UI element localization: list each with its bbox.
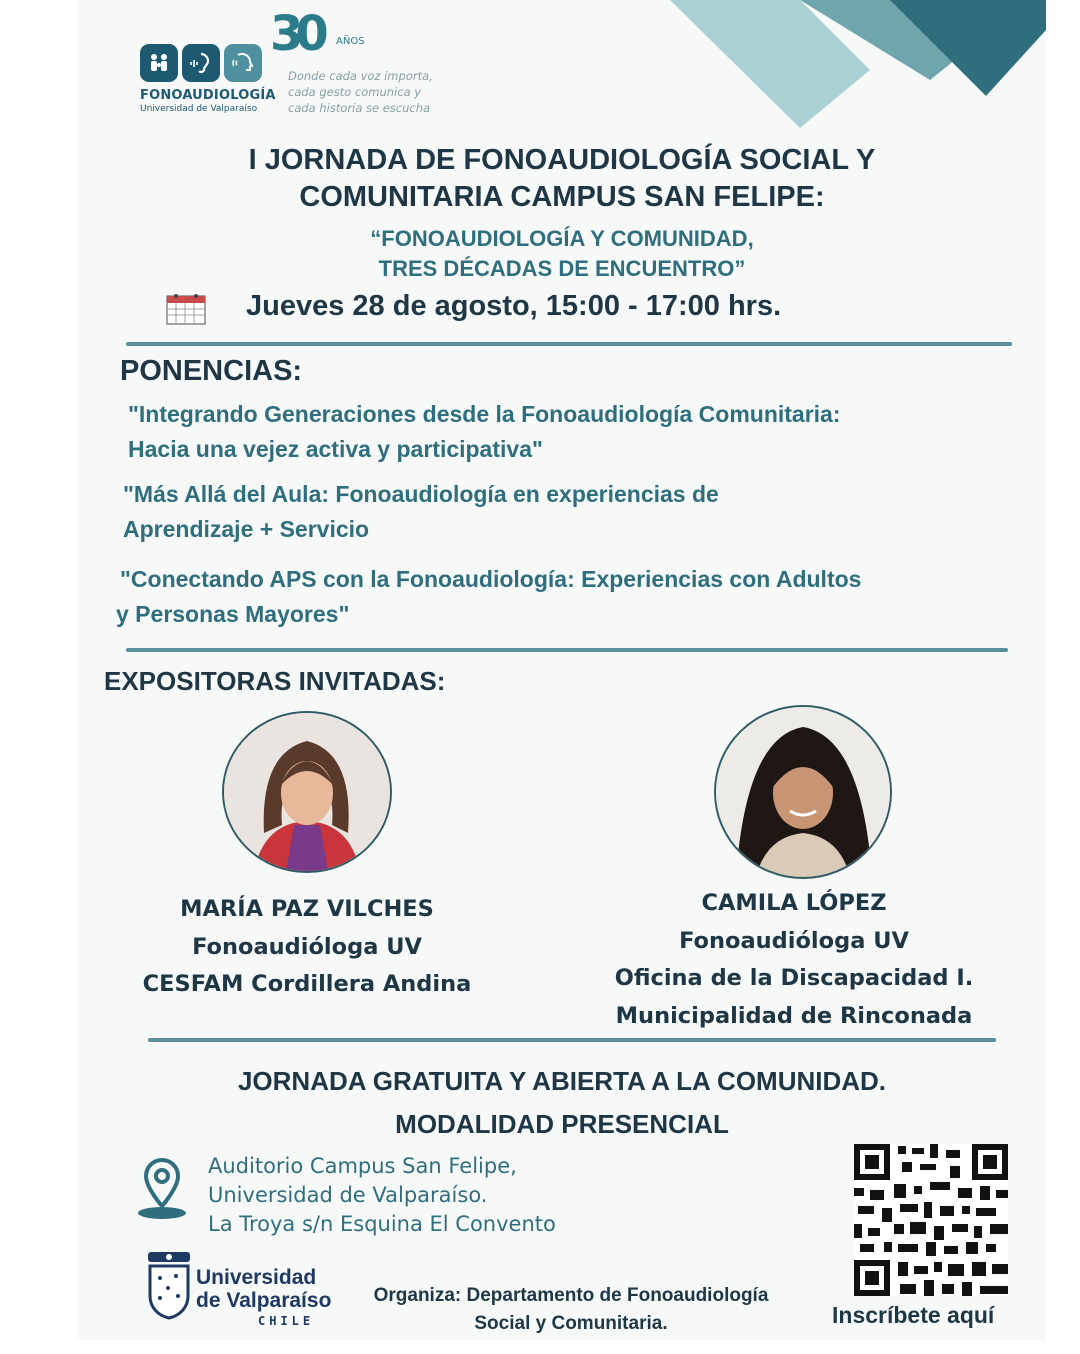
tagline-line: cada historia se escucha bbox=[288, 101, 431, 115]
talk-line: Hacia una vejez activa y participativa" bbox=[128, 436, 543, 462]
hearing-icon bbox=[182, 44, 220, 82]
tagline-line: cada gesto comunica y bbox=[288, 85, 422, 99]
qr-label[interactable]: Inscríbete aquí bbox=[832, 1302, 995, 1328]
talk-line: "Más Allá del Aula: Fonoaudiología en experiencias de bbox=[123, 481, 719, 507]
talk-line: y Personas Mayores" bbox=[116, 601, 350, 627]
logo-subtitle: Universidad de Valparaíso bbox=[140, 104, 258, 114]
address-line: Auditorio Campus San Felipe, bbox=[208, 1154, 517, 1178]
subtitle-line: “FONOAUDIOLOGÍA Y COMUNIDAD, bbox=[370, 226, 754, 251]
organizer-line bbox=[336, 1282, 806, 1310]
event-date: Jueves 28 de agosto, 15:00 - 17:00 hrs. bbox=[246, 290, 782, 322]
organizer-dept: Departamento de Fonoaudiología bbox=[466, 1285, 769, 1306]
decorative-chevrons bbox=[660, 0, 1050, 130]
talk-line: "Conectando APS con la Fonoaudiología: Experiencias con Adultos bbox=[120, 566, 862, 592]
speaker-maria bbox=[110, 891, 504, 1004]
organizer-label: Organiza: bbox=[373, 1285, 462, 1306]
subtitle-line: TRES DÉCADAS DE ENCUENTRO” bbox=[378, 256, 746, 281]
logo-name: FONOAUDIOLOGÍA bbox=[140, 88, 276, 103]
title-line: COMUNITARIA CAMPUS SAN FELIPE: bbox=[299, 181, 825, 213]
tagline bbox=[288, 68, 433, 116]
address-line: Universidad de Valparaíso. bbox=[208, 1183, 488, 1207]
expositoras-heading: EXPOSITORAS INVITADAS: bbox=[104, 666, 446, 696]
tagline-line: Donde cada voz importa, bbox=[288, 69, 433, 83]
talk-2 bbox=[123, 477, 719, 547]
mode-text: MODALIDAD PRESENCIAL bbox=[395, 1109, 729, 1139]
anniversary-word: AÑOS bbox=[336, 36, 365, 47]
event-subtitle bbox=[78, 224, 1046, 284]
talk-line: Aprendizaje + Servicio bbox=[123, 516, 370, 542]
talk-1 bbox=[128, 397, 841, 467]
speaker-role: Fonoaudióloga UV bbox=[679, 927, 909, 954]
speaker-name: MARÍA PAZ VILCHES bbox=[180, 896, 434, 922]
university-crest-icon bbox=[146, 1252, 192, 1320]
university-name bbox=[196, 1266, 331, 1312]
address-line: La Troya s/n Esquina El Convento bbox=[208, 1212, 556, 1236]
speaker-camila bbox=[594, 885, 994, 1035]
speaker-photo-camila bbox=[714, 705, 892, 879]
organizer-line: Social y Comunitaria. bbox=[474, 1313, 668, 1334]
speaker-name: CAMILA LÓPEZ bbox=[701, 890, 887, 916]
university-country: CHILE bbox=[258, 1314, 315, 1328]
fono-logo-icons bbox=[140, 44, 262, 82]
ponencias-heading: PONENCIAS: bbox=[120, 355, 303, 387]
venue-address bbox=[208, 1152, 556, 1239]
university-line: Universidad bbox=[196, 1266, 317, 1289]
event-info bbox=[78, 1060, 1046, 1146]
speaker-role: Fonoaudióloga UV bbox=[192, 933, 422, 960]
talk-3 bbox=[116, 562, 861, 632]
university-line: de Valparaíso bbox=[196, 1289, 332, 1312]
calendar-icon bbox=[164, 292, 208, 326]
divider bbox=[126, 342, 1012, 346]
organizer bbox=[336, 1282, 806, 1338]
speech-icon bbox=[224, 44, 262, 82]
divider bbox=[148, 1038, 996, 1042]
family-icon bbox=[140, 44, 178, 82]
speaker-photo-maria bbox=[222, 711, 392, 873]
title-line: I JORNADA DE FONOAUDIOLOGÍA SOCIAL Y bbox=[248, 144, 876, 176]
speaker-org: Oficina de la Discapacidad I. bbox=[614, 965, 974, 991]
registration-qr-code[interactable] bbox=[854, 1144, 1008, 1296]
speaker-org: CESFAM Cordillera Andina bbox=[142, 971, 472, 997]
location-pin-icon bbox=[136, 1156, 188, 1220]
event-title bbox=[78, 142, 1046, 216]
anniversary-number: 30 bbox=[270, 6, 321, 62]
divider bbox=[126, 648, 1008, 652]
talk-line: "Integrando Generaciones desde la Fonoaudiología Comunitaria: bbox=[128, 401, 841, 427]
speaker-org: Municipalidad de Rinconada bbox=[615, 1002, 973, 1029]
free-text: JORNADA GRATUITA Y ABIERTA A LA COMUNIDAD. bbox=[237, 1066, 887, 1096]
